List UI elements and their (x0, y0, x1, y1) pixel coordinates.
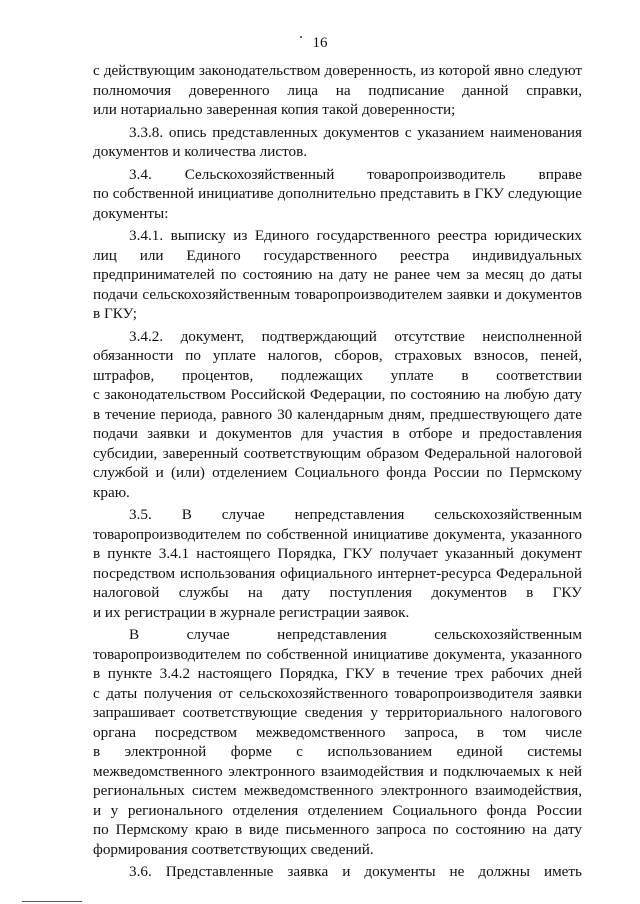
text-line: в пункте 3.4.1 настоящего Порядка, ГКУ получает указанный документ (93, 545, 582, 562)
text-line: предпринимателей по состоянию на дату не ранее чем за месяц до даты (93, 266, 582, 283)
text-line: с действующим законодательством доверенность, из которой явно следуют (93, 62, 582, 79)
text-line: лиц или Единого государственного реестра индивидуальных (93, 246, 582, 264)
text-line: посредством использования официального интернет-ресурса Федеральной (93, 564, 582, 582)
text-line: В случае непредставления сельскохозяйственным (129, 626, 582, 643)
text-line: в пункте 3.4.2 настоящего Порядка, ГКУ в течение трех рабочих дней (93, 665, 582, 682)
text-line: региональных систем межведомственного электронного взаимодействия, (93, 782, 582, 799)
text-line: в электронной форме с использованием единой системы (93, 743, 582, 760)
body-text (93, 61, 582, 882)
text-line: 3.3.8. опись представленных документов с указанием наименования (129, 123, 582, 141)
text-line: субсидии, заверенный соответствующим образом Федеральной налоговой (93, 444, 582, 462)
text-line: 3.4.1. выписку из Единого государственного реестра юридических (129, 227, 582, 244)
text-line: полномочия доверенного лица на подписание данной справки, (93, 81, 582, 99)
text-line: и у регионального отделения отделением Социального фонда России (93, 801, 582, 819)
text-line: 3.4.2. документ, подтверждающий отсутствие неисполненной (129, 327, 582, 345)
text-line: формирования соответствующих сведений. (93, 840, 374, 858)
text-line: 3.5. В случае непредставления сельскохозяйственным (129, 506, 582, 523)
text-line: краю. (93, 483, 130, 501)
text-line: товаропроизводителем по собственной инициативе документа, указанного (93, 525, 582, 543)
page-number: 16 (312, 35, 328, 51)
scan-edge-mark (22, 901, 82, 902)
text-line: органа посредством межведомственного запроса, в том числе (93, 723, 582, 741)
text-line: документов и количества листов. (93, 143, 308, 160)
text-line: по собственной инициативе дополнительно представить в ГКУ следующие (93, 185, 582, 202)
text-line: обязанности по уплате налогов, сборов, страховых взносов, пеней, (93, 347, 582, 364)
text-line: подачи заявки и документов для участия в отборе и предоставления (93, 425, 582, 442)
text-line: межведомственного электронного взаимодействия и подключаемых к ней (93, 762, 582, 780)
text-line: службой и (или) отделением Социального фонда России по Пермскому (93, 464, 582, 481)
text-line: подачи сельскохозяйственным товаропроизводителем заявки и документов (93, 285, 582, 303)
text-line: 3.4. Сельскохозяйственный товаропроизводитель вправе (129, 165, 582, 183)
scan-speck (300, 36, 302, 38)
text-line: в ГКУ; (93, 305, 137, 322)
text-line: и их регистрации в журнале регистрации заявок. (93, 603, 410, 621)
text-line: или нотариально заверенная копия такой доверенности; (93, 101, 456, 118)
text-line: товаропроизводителем по собственной инициативе документа, указанного (93, 645, 582, 663)
text-line: налоговой службы на дату поступления документов в ГКУ (93, 584, 582, 601)
text-line: в течение периода, равного 30 календарным дням, предшествующего дате (93, 405, 582, 423)
text-line: запрашивает соответствующие сведения у территориального налогового (93, 704, 582, 721)
text-line: документы: (93, 204, 169, 222)
text-line: с даты получения от сельскохозяйственного товаропроизводителя заявки (93, 684, 582, 702)
text-line: штрафов, процентов, подлежащих уплате в соответствии (93, 366, 582, 384)
text-line: с законодательством Российской Федерации, по состоянию на любую дату (93, 386, 582, 403)
text-line: 3.6. Представленные заявка и документы не должны иметь (129, 863, 582, 880)
text-line: по Пермскому краю в виде письменного запроса по состоянию на дату (93, 821, 582, 838)
